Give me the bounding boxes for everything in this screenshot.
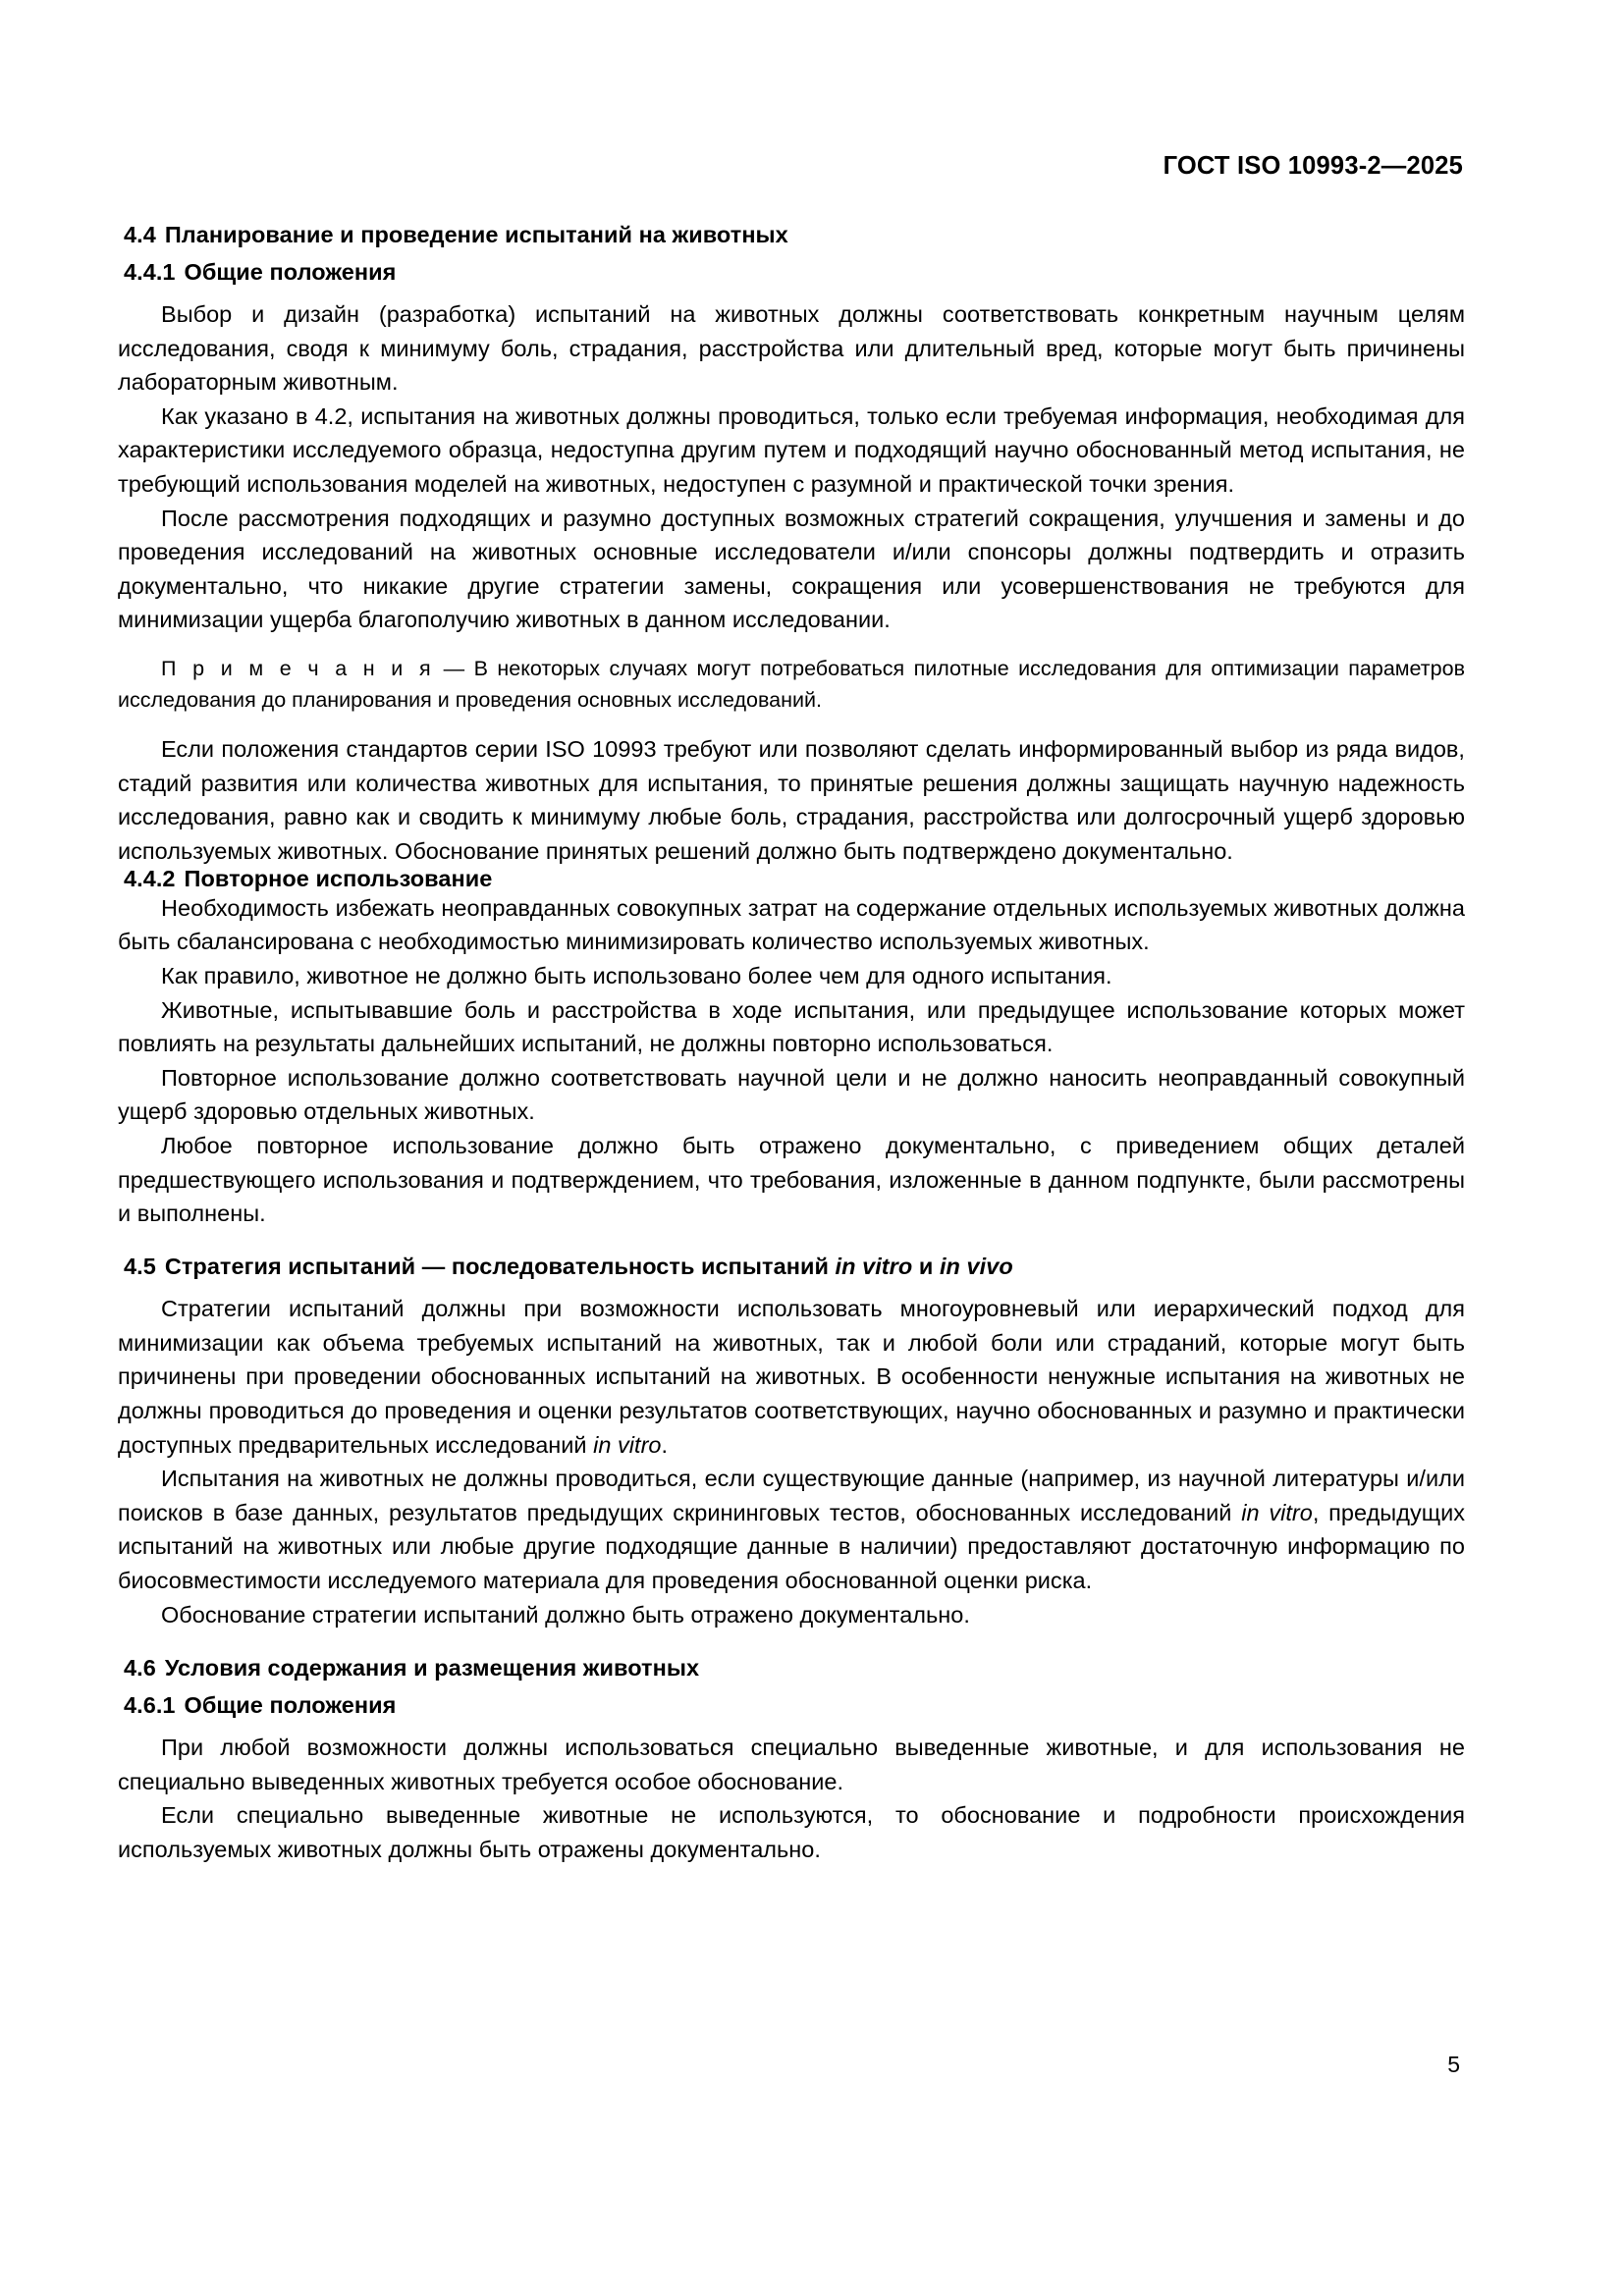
paragraph-one-test-rule: Как правило, животное не должно быть использовано более чем для одного испытания. (161, 963, 1112, 988)
page-content (118, 224, 1465, 1867)
paragraph-purpose-bred-animals: При любой возможности должны использоваться специально выведенные животные, и для использования не специально выведенных животных требуется особое обоснование. (118, 1735, 1465, 1794)
heading-4-5 (118, 1255, 1465, 1279)
paragraph-in-vitro-2: in vitro (1241, 1499, 1313, 1525)
heading-4-5-in-vitro: in vitro (835, 1253, 913, 1279)
note-label: П р и м е ч а н и я (161, 656, 435, 680)
heading-4-4-number: 4.4 (124, 222, 156, 247)
paragraph-strategy-justification: Обоснование стратегии испытаний должно быть отражено документально. (161, 1601, 970, 1628)
heading-4-4-2-number: 4.4.2 (124, 866, 176, 892)
paragraph-as-stated-4-2: Как указано в 4.2, испытания на животных должны проводиться, только если требуемая информация, необходимая для характеристики исследуемого образца, недоступна другим путем и подходящий научно обоснованный метод испытания, не требующий использования моделей на животных, недоступен с разумной и практической точки зрения. (118, 402, 1465, 497)
heading-4-4-2 (118, 868, 1465, 891)
spacer (118, 1717, 1465, 1731)
paragraph-avoid-cumulative-costs: Необходимость избежать неоправданных совокупных затрат на содержание отдельных используемых животных должна быть сбалансирована с необходимостью минимизировать количество используемых животных. (118, 894, 1465, 955)
spacer (118, 716, 1465, 732)
heading-4-6 (118, 1657, 1465, 1681)
paragraph-testing-strategies-text-a: Стратегии испытаний должны при возможности использовать многоуровневый или иерархический подход для минимизации как объема требуемых испытаний на животных, так и любой боли или страданий, которые могут быть причинены при проведении обоснованных испытаний на животных. В особенности ненужные испытания на животных не должны проводиться до проведения и оценки результатов соответствующих, научно обоснованных и разумно и практически доступных предварительных исследований (118, 1296, 1465, 1458)
paragraph-existing-data-text-b: , предыдущих испытаний на животных или любые другие подходящие данные в наличии) предоставляют достаточную информацию по биосовместимости исследуемого материала для проведения обоснованной оценки риска. (118, 1499, 1465, 1593)
heading-4-5-number: 4.5 (124, 1253, 156, 1279)
heading-4-6-1 (118, 1691, 1465, 1718)
spacer (118, 1231, 1465, 1255)
paragraph-after-consideration: После рассмотрения подходящих и разумно доступных возможных стратегий сокращения, улучшения и замены и до проведения исследований на животных основные исследователи и/или спонсоры должны подтвердить и отразить документально, что никакие другие стратегии замены, сокращения или усовершенствования не требуются для минимизации ущерба благополучию животных в данном исследовании. (118, 505, 1465, 633)
paragraph-in-vitro-1: in vitro (593, 1431, 662, 1458)
spacer (118, 1278, 1465, 1292)
heading-4-4-1-number: 4.4.1 (124, 258, 176, 285)
heading-4-6-number: 4.6 (124, 1655, 156, 1682)
spacer (118, 284, 1465, 297)
paragraph-animals-in-pain: Животные, испытывавшие боль и расстройства в ходе испытания, или предыдущее использование которых может повлиять на результаты дальнейших испытаний, не должны повторно использоваться. (118, 996, 1465, 1057)
heading-4-6-1-title: Общие положения (184, 1691, 397, 1718)
page-number: 5 (1447, 2052, 1460, 2077)
heading-4-4 (118, 224, 1465, 247)
spacer (118, 1631, 1465, 1657)
note-dash: — (434, 656, 474, 680)
paragraph-testing-strategies-text-b: . (661, 1431, 669, 1458)
paragraph-existing-data (118, 1462, 1465, 1597)
heading-4-6-1-number: 4.6.1 (124, 1691, 176, 1718)
heading-4-5-title: Стратегия испытаний — последовательность испытаний (164, 1253, 836, 1279)
paragraph-testing-strategies (118, 1292, 1465, 1462)
paragraph-existing-data-text-a: Испытания на животных не должны проводиться, если существующие данные (например, из научной литературы и/или поисков в базе данных, результатов предыдущих скрининговых тестов, обоснованных исследований (118, 1466, 1465, 1525)
spacer (118, 637, 1465, 653)
heading-4-6-title: Условия содержания и размещения животных (164, 1655, 700, 1682)
heading-4-4-1-title: Общие положения (184, 258, 397, 285)
paragraph-reuse-scientific-purpose: Повторное использование должно соответствовать научной цели и не должно наносить неоправданный совокупный ущерб здоровью отдельных животных. (118, 1064, 1465, 1125)
heading-4-4-2-title: Повторное использование (184, 866, 493, 892)
heading-4-4-title: Планирование и проведение испытаний на животных (164, 222, 788, 247)
heading-4-5-conjunction: и (912, 1253, 940, 1279)
note-pilot-studies (118, 653, 1465, 716)
heading-4-5-in-vivo: in vivo (939, 1253, 1013, 1279)
paragraph-reuse-documentation: Любое повторное использование должно быть отражено документально, с приведением общих деталей предшествующего использования и подтверждением, что требования, изложенные в данном подпункте, были рассмотрены и выполнены. (118, 1132, 1465, 1227)
page-header-standard-id: ГОСТ ISO 10993-2—2025 (1163, 152, 1463, 180)
heading-4-4-1 (118, 258, 1465, 285)
paragraph-iso-10993-provisions: Если положения стандартов серии ISO 10993 требуют или позволяют сделать информированный выбор из ряда видов, стадий развития или количества животных для испытания, то принятые решения должны защищать научную надежность исследования, равно как и сводить к минимуму любые боль, страдания, расстройства или долгосрочный ущерб здоровью используемых животных. Обоснование принятых решений должно быть подтверждено документально. (118, 735, 1465, 864)
note-text: В некоторых случаях могут потребоваться пилотные исследования для оптимизации параметров исследования до планирования и проведения основных исследований. (118, 656, 1465, 712)
paragraph-selection-design: Выбор и дизайн (разработка) испытаний на животных должны соответствовать конкретным научным целям исследования, сводя к минимуму боль, страдания, расстройства или длительный вред, которые могут быть причинены лабораторным животным. (118, 301, 1465, 396)
paragraph-non-purpose-bred-justification: Если специально выведенные животные не используются, то обоснование и подробности происхождения используемых животных должны быть отражены документально. (118, 1802, 1465, 1862)
